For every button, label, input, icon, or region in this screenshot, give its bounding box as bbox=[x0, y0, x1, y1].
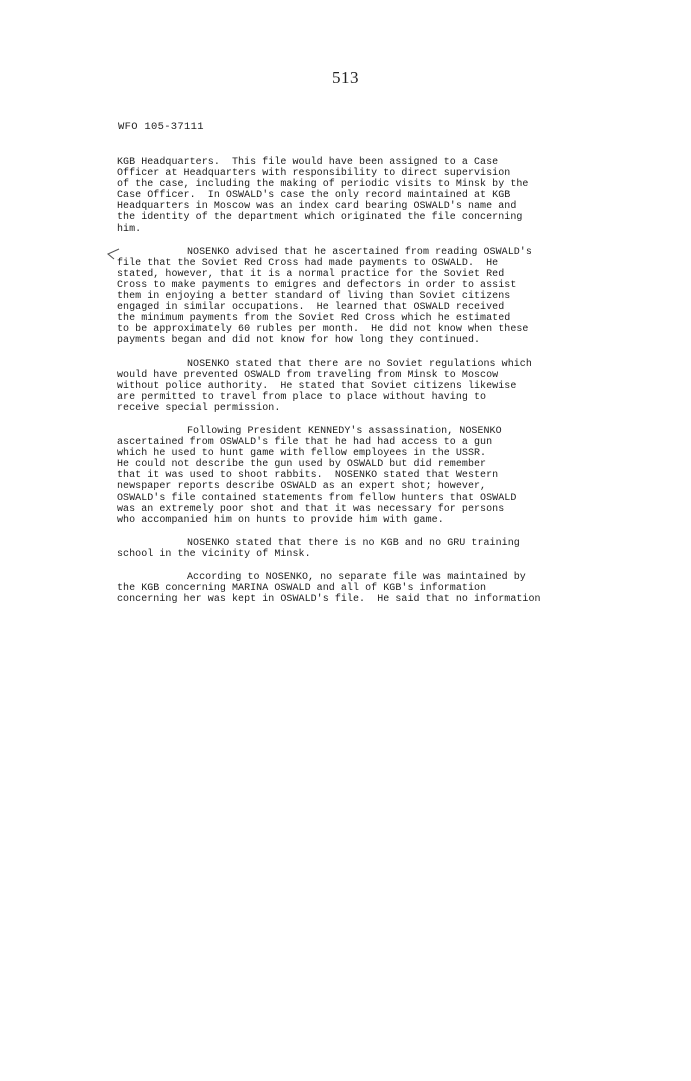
text-line: newspaper reports describe OSWALD as an expert shot; however, bbox=[117, 481, 487, 493]
text-line: Cross to make payments to emigres and defectors in order to assist bbox=[117, 279, 517, 291]
text-line: payments began and did not know for how long they continued. bbox=[117, 335, 481, 347]
page-number: 513 bbox=[332, 68, 359, 87]
text-line: the identity of the department which originated the file concerning bbox=[117, 212, 523, 224]
text-line: file that the Soviet Red Cross had made payments to OSWALD. He bbox=[117, 257, 499, 269]
text-line: that it was used to shoot rabbits. NOSENKO stated that Western bbox=[117, 470, 499, 482]
text-line: According to NOSENKO, no separate file was maintained by bbox=[187, 572, 526, 583]
text-line: school in the vicinity of Minsk. bbox=[117, 548, 311, 560]
paragraph-2 bbox=[117, 247, 607, 347]
text-line: engaged in similar occupations. He learned that OSWALD received bbox=[117, 302, 505, 314]
text-line: without police authority. He stated that Soviet citizens likewise bbox=[117, 380, 517, 392]
text-line: of the case, including the making of periodic visits to Minsk by the bbox=[117, 179, 529, 191]
file-reference: WFO 105-37111 bbox=[118, 121, 204, 133]
text-line: receive special permission. bbox=[117, 402, 281, 414]
text-line: to be approximately 60 rubles per month. He did not know when these bbox=[117, 324, 529, 336]
text-line: would have prevented OSWALD from traveling from Minsk to Moscow bbox=[117, 369, 499, 381]
text-line: ascertained from OSWALD's file that he had had access to a gun bbox=[117, 437, 493, 449]
text-line: the minimum payments from the Soviet Red Cross which he estimated bbox=[117, 313, 511, 325]
paragraph-1 bbox=[117, 157, 607, 235]
document-body bbox=[117, 157, 607, 617]
text-line: Case Officer. In OSWALD's case the only record maintained at KGB bbox=[117, 190, 511, 202]
paragraph-3 bbox=[117, 359, 607, 414]
margin-check-mark-icon bbox=[105, 247, 121, 261]
text-line: who accompanied him on hunts to provide him with game. bbox=[117, 514, 444, 526]
text-line: concerning her was kept in OSWALD's file. He said that no information bbox=[117, 594, 541, 606]
text-line: Headquarters in Moscow was an index card bearing OSWALD's name and bbox=[117, 201, 517, 213]
text-line: are permitted to travel from place to place without having to bbox=[117, 391, 487, 403]
paragraph-6 bbox=[117, 572, 607, 605]
text-line: stated, however, that it is a normal practice for the Soviet Red bbox=[117, 268, 505, 280]
text-line: NOSENKO stated that there is no KGB and no GRU training bbox=[187, 537, 520, 549]
paragraph-4 bbox=[117, 426, 607, 526]
text-line: the KGB concerning MARINA OSWALD and all of KGB's information bbox=[117, 583, 487, 595]
paragraph-5 bbox=[117, 538, 607, 560]
text-line: was an extremely poor shot and that it was necessary for persons bbox=[117, 503, 505, 515]
text-line: NOSENKO advised that he ascertained from reading OSWALD's bbox=[187, 246, 532, 258]
text-line: which he used to hunt game with fellow employees in the USSR. bbox=[117, 448, 487, 460]
text-line: Following President KENNEDY's assassination, NOSENKO bbox=[187, 425, 502, 437]
text-line: NOSENKO stated that there are no Soviet regulations which bbox=[187, 358, 532, 370]
text-line: OSWALD's file contained statements from fellow hunters that OSWALD bbox=[117, 492, 517, 504]
text-line: Officer at Headquarters with responsibility to direct supervision bbox=[117, 168, 511, 180]
text-line: He could not describe the gun used by OSWALD but did remember bbox=[117, 459, 487, 471]
text-line: KGB Headquarters. This file would have been assigned to a Case bbox=[117, 157, 499, 168]
text-line: them in enjoying a better standard of living than Soviet citizens bbox=[117, 291, 511, 303]
text-line: him. bbox=[117, 223, 142, 235]
